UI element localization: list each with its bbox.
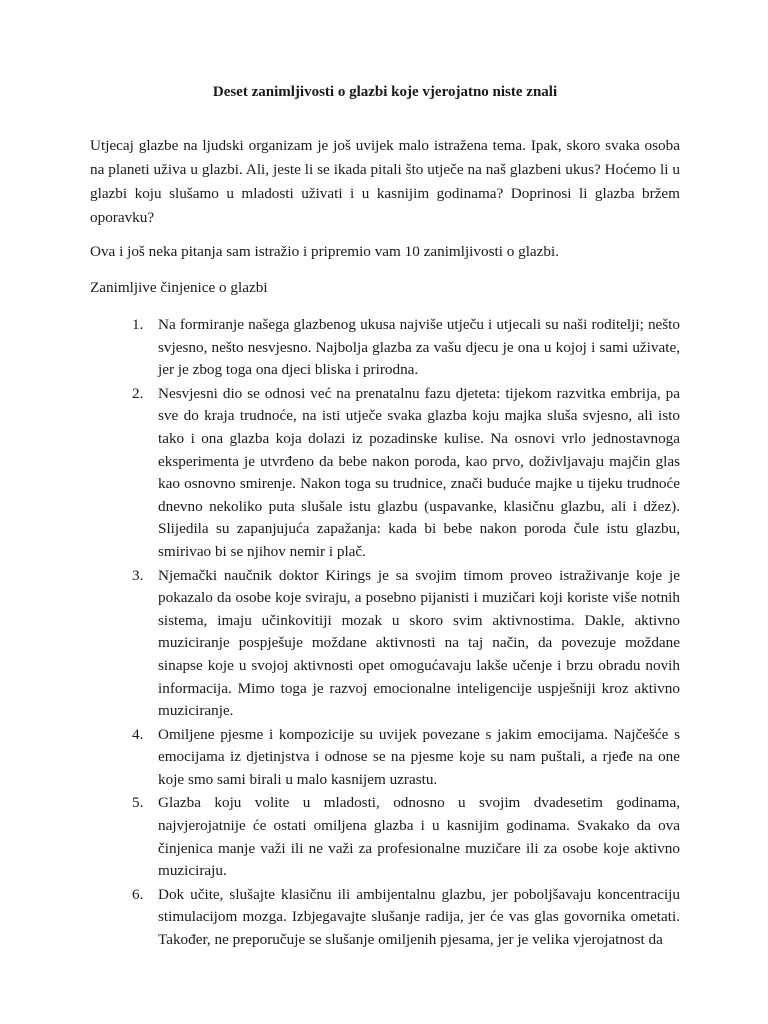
intro-paragraph-2: Ova i još neka pitanja sam istražio i pripremio vam 10 zanimljivosti o glazbi. xyxy=(90,243,560,260)
list-item xyxy=(132,565,680,723)
section-heading: Zanimljive činjenice o glazbi xyxy=(90,279,268,296)
list-item-number: 4. xyxy=(132,725,144,743)
list-item-text: Glazba koju volite u mladosti, odnosno u svojim dvadesetim godinama, najvjerojatnije će ostati omiljena glazba i u kasnijim godinama. Svakako da ova činjenica manje važi ili ne važi za profesionalne muzičare ili za osobe koje aktivno muziciraju. xyxy=(158,794,680,880)
list-item xyxy=(132,314,680,382)
list-item xyxy=(132,724,680,792)
list-item-number: 1. xyxy=(132,316,144,333)
list-item xyxy=(132,383,680,564)
intro-paragraph: Utjecaj glazbe na ljudski organizam je još uvijek malo istražena tema. Ipak, skoro svaka osoba na planeti uživa u glazbi. Ali, jeste li se ikada pitali što utječe na naš glazbeni ukus? Hoćemo li u glazbi koju slušamo u mladosti uživati i u kasnijim godinama? Doprinosi li glazba bržem oporavku? xyxy=(90,137,680,226)
list-item-text: Njemački naučnik doktor Kirings je sa svojim timom proveo istraživanje koje je pokazalo da osobe koje sviraju, a posebno pijanisti i muzičari koji koriste više notnih sistema, imaju učinkovitiji mozak u skoro svim aktivnostima. Dakle, aktivno muziciranje pospješuje moždane aktivnosti na taj način, da povezuje moždane sinapse koje u svojoj aktivnosti opet omogućavaju lakše učenje i brzu obradu novih informacija. Mimo toga je razvoj emocionalne inteligencije uspješniji kroz aktivno muziciranje. xyxy=(158,566,680,720)
list-item-text: Na formiranje našega glazbenog ukusa najviše utječu i utjecali su naši roditelji; nešto svjesno, nešto nesvjesno. Najbolja glazba za vašu djecu je ona u kojoj i sami uživate, jer je zbog toga ona djeci bliska i prirodna. xyxy=(158,316,680,379)
list-item-text: Dok učite, slušajte klasičnu ili ambijentalnu glazbu, jer poboljšavaju koncentraciju stimulacijom mozga. Izbjegavajte slušanje radija, jer će vas glas govornika ometati. Također, ne preporučuje se slušanje omiljenih pjesama, jer je velika vjerojatnost da xyxy=(158,885,680,949)
list-item-number: 6. xyxy=(132,885,144,903)
list-item-number: 3. xyxy=(132,566,144,584)
facts-list xyxy=(90,314,680,952)
list-item-number: 5. xyxy=(132,794,144,812)
list-item-number: 2. xyxy=(132,384,144,402)
list-item xyxy=(132,884,680,952)
document-title: Deset zanimljivosti o glazbi koje vjerojatno niste znali xyxy=(212,84,558,100)
list-item xyxy=(132,792,680,882)
list-item-text: Omiljene pjesme i kompozicije su uvijek povezane s jakim emocijama. Najčešće s emocijama iz djetinjstva i odnose se na pjesme koje su nam puštali, a rjeđe na one koje smo sami birali u malo kasnijem uzrastu. xyxy=(158,725,680,788)
list-item-text: Nesvjesni dio se odnosi već na prenatalnu fazu djeteta: tijekom razvitka embrija, pa sve do kraja trudnoće, na isti utječe svaka glazba koju majka sluša svjesno, ali isto tako i ona glazba koja dolazi iz pozadinske kulise. Na osnovi vrlo jednostavnoga eksperimenta je utvrđeno da bebe nakon poroda, kao prvo, doživljavaju majčin glas kao osnovno smirenje. Nakon toga su trudnice, znači buduće majke u tijeku trudnoće dnevno nekoliko puta slušale istu glazbu (uspavanke, klasičnu glazbu, ali i džez). Slijedila su zapanjujuća zapažanja: kada bi bebe nakon poroda čule istu glazbu, smirivao bi se njihov nemir i plač. xyxy=(158,384,680,560)
